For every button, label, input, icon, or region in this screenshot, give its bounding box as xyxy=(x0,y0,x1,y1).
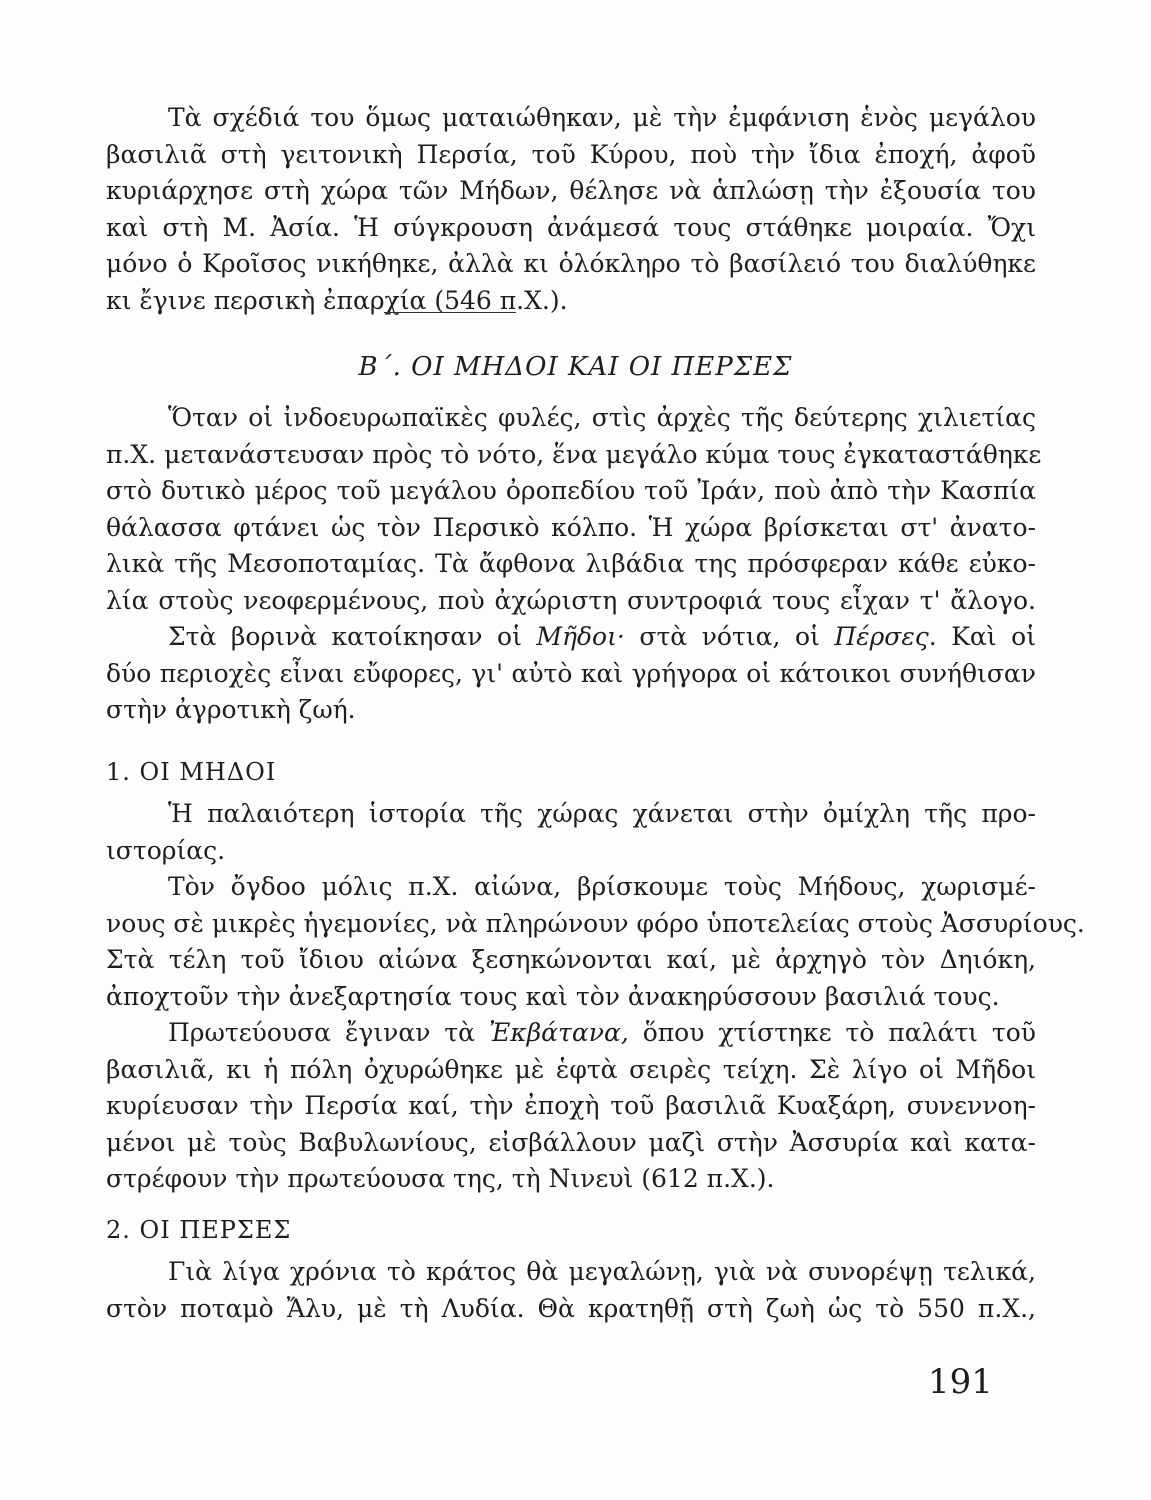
text-line: Στὰ τέλη τοῦ ἴδιου αἰώνα ξεσηκώνονται καί, μὲ ἀρχηγὸ τὸν Δηιόκη, xyxy=(106,945,1036,974)
text-line: Τὰ σχέδιά του ὅμως ματαιώθηκαν, μὲ τὴν ἐμφάνιση ἑνὸς μεγάλου xyxy=(168,103,1036,132)
text-line xyxy=(106,1015,1036,1052)
text-line: στρέφουν τὴν πρωτεύουσα της, τὴ Νινευὶ (612 π.Χ.). xyxy=(106,1164,775,1193)
text-line: νους σὲ μικρὲς ἡγεμονίες, νὰ πληρώνουν φόρο ὑποτελείας στοὺς Ἀσσυρίους. xyxy=(106,908,1085,938)
text-line: κυριάρχησε στὴ χώρα τῶν Μήδων, θέλησε νὰ ἁπλώσῃ τὴν ἐξουσία του xyxy=(106,176,1036,205)
text-line: μόνο ὁ Κροῖσος νικήθηκε, ἀλλὰ κι ὁλόκληρο τὸ βασίλειό του διαλύθηκε xyxy=(106,249,1036,278)
text-line: Ὅταν οἱ ἰνδοευρωπαϊκὲς φυλές, στὶς ἀρχὲς τῆς δεύτερης χιλιετίας xyxy=(168,403,1036,432)
text-line: λία στοὺς νεοφερμένους, ποὺ ἀχώριστη συντροφιά τους εἶχαν τ' ἄλογο. xyxy=(106,585,1036,615)
text-line: βασιλιᾶ, κι ἡ πόλη ὀχυρώθηκε μὲ ἑφτὰ σειρὲς τείχη. Σὲ λίγο οἱ Μῆδοι xyxy=(106,1054,1036,1084)
text-line: στὴν ἀγροτικὴ ζωή. xyxy=(106,695,356,724)
subheading-persians: 2. ΟΙ ΠΕΡΣΕΣ xyxy=(106,1216,292,1244)
page-number: 191 xyxy=(928,1362,993,1402)
persians-term: Πέρσες xyxy=(834,622,929,651)
text-run: Πρωτεύουσα ἔγιναν τὰ xyxy=(168,1018,489,1047)
text-line: στὸ δυτικὸ μέρος τοῦ μεγάλου ὀροπεδίου τοῦ Ἰράν, ποὺ ἀπὸ τὴν Κασπία xyxy=(106,476,1036,505)
section-intro xyxy=(106,400,1042,729)
persians-section xyxy=(106,1254,1036,1327)
text-line: κυρίευσαν τὴν Περσία καί, τὴν ἐποχὴ τοῦ βασιλιᾶ Κυαξάρη, συνεννοη- xyxy=(106,1091,1036,1120)
text-line: λικὰ τῆς Μεσοποταμίας. Τὰ ἄφθονα λιβάδια της πρόσφεραν κάθε εὐκο- xyxy=(106,549,1036,578)
text-run: Στὰ βορινὰ κατοίκησαν οἱ xyxy=(168,622,537,651)
medes-term: Μῆδοι· xyxy=(536,622,625,651)
text-line xyxy=(106,619,1036,656)
text-line: βασιλιᾶ στὴ γειτονικὴ Περσία, τοῦ Κύρου, ποὺ τὴν ἴδια ἐποχή, ἀφοῦ xyxy=(106,139,1036,169)
intro-paragraph xyxy=(106,100,1036,319)
text-line: στὸν ποταμὸ Ἄλυ, μὲ τὴ Λυδία. Θὰ κρατηθῇ στὴ ζωὴ ὡς τὸ 550 π.Χ., xyxy=(106,1293,1036,1323)
text-run: στὰ νότια, οἱ xyxy=(624,622,835,651)
subheading-medes: 1. ΟΙ ΜΗΔΟΙ xyxy=(106,758,277,786)
medes-section xyxy=(106,796,1085,1198)
text-line: δύο περιοχὲς εἶναι εὔφορες, γι' αὐτὸ καὶ γρήγορα οἱ κάτοικοι συνήθισαν xyxy=(106,658,1036,688)
text-line: θάλασσα φτάνει ὡς τὸν Περσικὸ κόλπο. Ἡ χώρα βρίσκεται στ' ἀνατο- xyxy=(106,512,1036,542)
section-divider xyxy=(384,312,516,313)
text-run: ὅπου χτίστηκε τὸ παλάτι τοῦ xyxy=(628,1018,1036,1047)
text-line: κι ἔγινε περσικὴ ἐπαρχία (546 π.Χ.). xyxy=(106,285,568,315)
text-line: Ἡ παλαιότερη ἱστορία τῆς χώρας χάνεται στὴν ὀμίχλη τῆς προ- xyxy=(168,799,1036,828)
text-run: . Καὶ οἱ xyxy=(928,622,1036,651)
section-heading: Β΄. ΟΙ ΜΗΔΟΙ ΚΑΙ ΟΙ ΠΕΡΣΕΣ xyxy=(358,352,793,382)
ecbatana-term: Ἐκβάτανα, xyxy=(488,1018,629,1047)
text-line: ἀποχτοῦν τὴν ἀνεξαρτησία τους καὶ τὸν ἀνακηρύσσουν βασιλιά τους. xyxy=(106,981,1000,1011)
text-line: ιστορίας. xyxy=(106,835,226,865)
text-line: μένοι μὲ τοὺς Βαβυλωνίους, εἰσβάλλουν μαζὶ στὴν Ἀσσυρία καὶ κατα- xyxy=(106,1127,1036,1157)
text-line: Τὸν ὄγδοο μόλις π.Χ. αἰώνα, βρίσκουμε τοὺς Μήδους, χωρισμέ- xyxy=(168,872,1036,901)
text-line: π.Χ. μετανάστευσαν πρὸς τὸ νότο, ἕνα μεγάλο κύμα τους ἐγκαταστάθηκε xyxy=(106,439,1042,469)
text-line: Γιὰ λίγα χρόνια τὸ κράτος θὰ μεγαλώνῃ, γιὰ νὰ συνορέψῃ τελικά, xyxy=(168,1257,1036,1286)
text-line: καὶ στὴ Μ. Ἀσία. Ἡ σύγκρουση ἀνάμεσά τους στάθηκε μοιραία. Ὄχι xyxy=(106,212,1036,242)
